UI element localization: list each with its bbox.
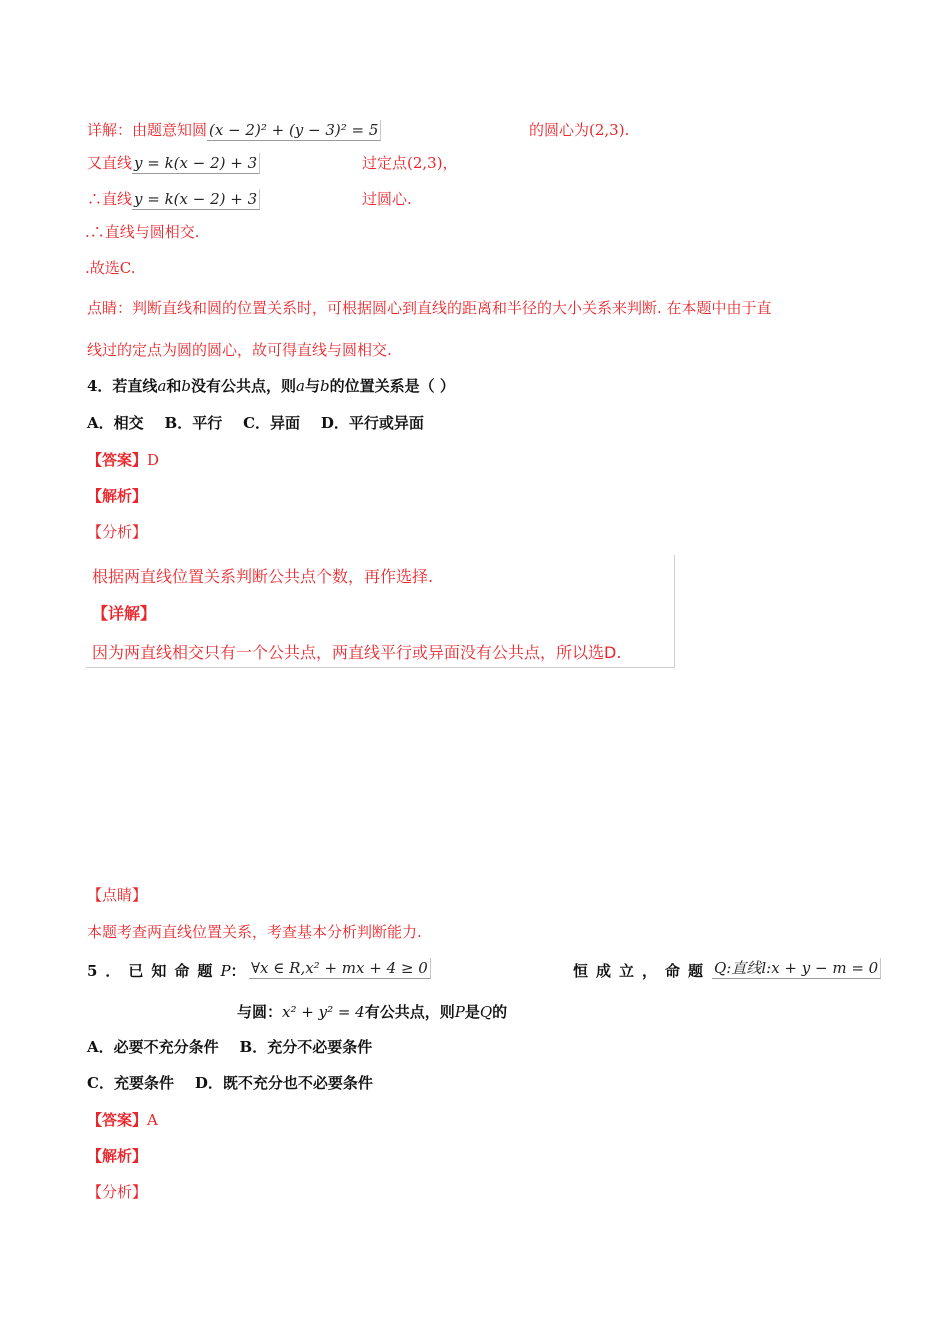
fixed-point-text: 过定点(2,3)，: [362, 154, 458, 172]
q5-stem-part: 与圆：: [237, 1003, 283, 1021]
answer-value: D: [147, 451, 160, 469]
q4-stem-part: 的位置关系是（ ）: [329, 377, 455, 395]
answer-tag: 【答案】: [87, 451, 148, 469]
conclusion-text: .∴直线与圆相交.: [85, 223, 200, 241]
q5-fenxi-tag: 【分析】: [87, 1183, 148, 1201]
detail-prefix: 又直线: [87, 154, 133, 172]
q4-stem: [87, 376, 455, 396]
circle-equation: (x − 2)² + (y − 3)² = 5: [207, 120, 381, 141]
pasted-analysis-box: [86, 555, 675, 668]
q4-dianjing-text: 本题考查两直线位置关系，考查基本分析判断能力.: [87, 923, 422, 941]
q4-fenxi-tag: 【分析】: [87, 523, 148, 541]
var-p: P: [454, 1003, 465, 1021]
q5-proposition-q: [712, 958, 881, 979]
q5-options-row-2: C．充要条件 D．既不充分也不必要条件: [87, 1074, 373, 1092]
box-analysis-text: 根据两直线位置关系判断公共点个数，再作选择.: [92, 567, 434, 586]
through-center-text: 过圆心.: [362, 190, 412, 208]
detail-prefix: ∴直线: [87, 190, 133, 208]
q5-stem-part: 恒成立，命题: [573, 962, 712, 980]
var-a: a: [296, 377, 305, 395]
q5-options-row-1: A．必要不充分条件 B．充分不必要条件: [87, 1038, 373, 1056]
q4-jiexi-tag: 【解析】: [87, 487, 148, 505]
answer-value: A: [147, 1111, 158, 1129]
q4-stem-part: 没有公共点，则: [191, 377, 297, 395]
q5-stem-line-2: [237, 1002, 507, 1022]
dianjing-line-2: 线过的定点为圆的圆心，故可得直线与圆相交.: [87, 341, 392, 359]
q5-stem-part: 是: [464, 1003, 480, 1021]
var-a: a: [157, 377, 167, 395]
var-q: Q: [479, 1003, 493, 1021]
q4-answer: [87, 450, 159, 470]
answer-tag: 【答案】: [87, 1111, 148, 1129]
line-equation: y = k(x − 2) + 3: [132, 189, 260, 210]
detail-line-2: [87, 153, 260, 174]
q4-stem-part: 和: [166, 377, 182, 395]
box-detail-text: 因为两直线相交只有一个公共点，两直线平行或异面没有公共点，所以选D.: [92, 643, 622, 662]
var-b: b: [181, 377, 192, 395]
q5-answer: [87, 1110, 158, 1130]
detail-line-1: [87, 120, 381, 141]
detail-prefix: 详解：由题意知圆: [87, 121, 208, 139]
line-proposition: Q:直线l:x + y − m = 0: [712, 958, 881, 979]
q5-stem-part: 的: [492, 1003, 508, 1021]
q4-stem-part: 4．若直线: [87, 377, 158, 395]
q5-stem-part: 5．已知命题: [87, 962, 221, 980]
detail-line-3: [87, 189, 260, 210]
choice-text: .故选C.: [85, 259, 136, 277]
q5-stem-start: [87, 961, 246, 981]
box-detail-tag: 【详解】: [92, 604, 157, 623]
forall-inequality: ∀x ∈ R,x² + mx + 4 ≥ 0: [249, 958, 431, 979]
q4-dianjing-tag: 【点睛】: [87, 886, 148, 904]
var-p: P: [220, 962, 231, 980]
circle-center-text: 的圆心为(2,3).: [529, 121, 630, 139]
line-equation: y = k(x − 2) + 3: [132, 153, 260, 174]
dianjing-line-1: 点睛：判断直线和圆的位置关系时，可根据圆心到直线的距离和半径的大小关系来判断. 在本题中由于直: [87, 299, 772, 317]
q5-stem-part: 有公共点，则: [364, 1003, 455, 1021]
q4-options: A．相交 B．平行 C．异面 D．平行或异面: [87, 414, 424, 432]
circle-equation: x² + y² = 4: [282, 1003, 365, 1021]
q5-jiexi-tag: 【解析】: [87, 1147, 148, 1165]
var-b: b: [320, 377, 330, 395]
q5-stem-middle: [573, 961, 711, 981]
q5-colon: ：: [230, 962, 246, 980]
q5-proposition-p: [249, 958, 431, 979]
q4-stem-part: 与: [304, 377, 320, 395]
